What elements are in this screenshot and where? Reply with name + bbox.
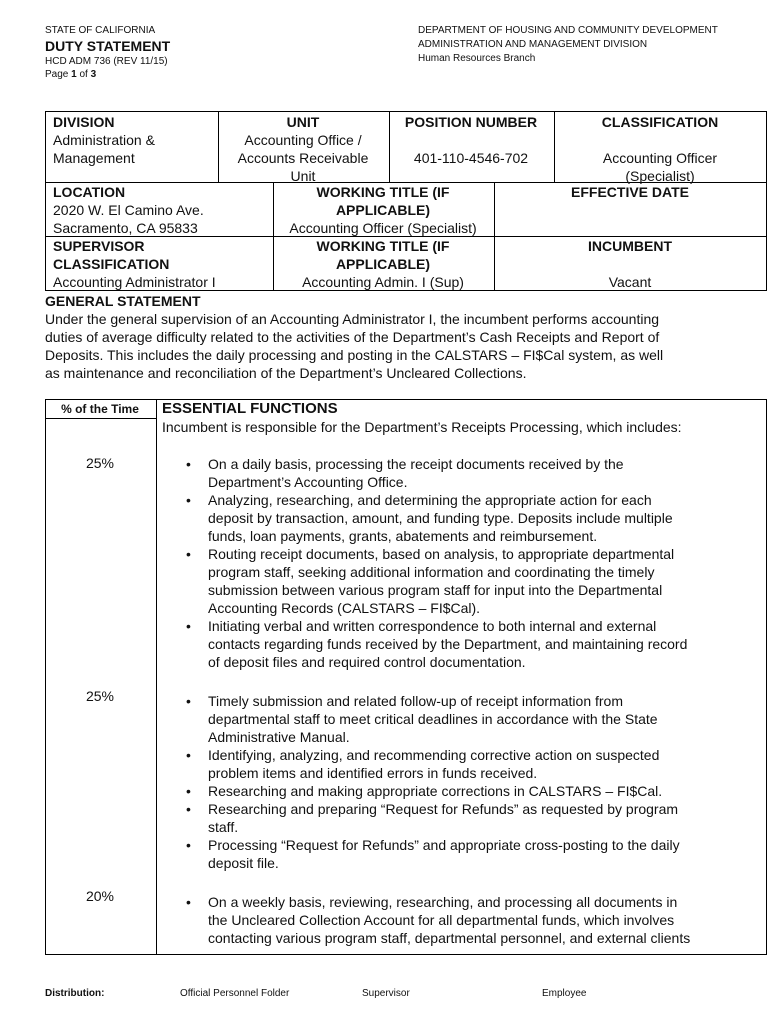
supervisor-cell [53,237,273,291]
unit-cell [218,113,388,185]
unit-value-line3: Unit [290,168,316,184]
unit-value-line2: Accounts Receivable [237,150,369,166]
essential-functions-heading: ESSENTIAL FUNCTIONS [162,400,338,417]
bullet-line: • Researching and making appropriate corrections in CALSTARS – FI$Cal. [208,783,663,799]
bullet-item [208,800,736,836]
bullet-line: deposit file. [208,855,279,871]
general-statement [45,292,745,382]
bullet-line: submission between various program staff for input into the Departmental [208,582,663,598]
department-name: DEPARTMENT OF HOUSING AND COMMUNITY DEVELOPMENT [418,25,718,36]
bullet-line: • Researching and preparing “Request for Refunds” as requested by program [208,801,679,817]
bullet-item [208,455,736,491]
incumbent-label: INCUMBENT [588,238,672,254]
supervisor-value: Accounting Administrator I [53,274,216,290]
classification-label: CLASSIFICATION [601,114,719,130]
col-divider [156,400,157,954]
bullet-line: • Processing “Request for Refunds” and appropriate cross-posting to the daily [208,837,680,853]
division-name: ADMINISTRATION AND MANAGEMENT DIVISION [418,39,648,50]
group-3-bullets [160,893,736,947]
distribution-supervisor: Supervisor [362,988,410,999]
position-number-cell [389,113,553,167]
location-label: LOCATION [53,184,126,200]
spacer [389,131,553,149]
working-title-value: Accounting Officer (Specialist) [289,220,477,236]
form-header-right [418,24,718,65]
distribution-employee: Employee [542,988,587,999]
location-cell [53,183,273,237]
bullet-line: contacting various program staff, departmental personnel, and external clients [208,930,691,946]
bullet-line: • On a weekly basis, reviewing, researching, and processing all documents in [208,894,678,910]
page-prefix: Page [45,69,72,80]
effective-date-cell [494,183,766,201]
group-2-bullets [160,692,736,872]
location-value-line2: Sacramento, CA 95833 [53,220,198,236]
division-value-line2: Management [53,150,135,166]
effective-date-label: EFFECTIVE DATE [571,184,689,200]
group-2-percent: 25% [85,688,115,704]
division-cell [53,113,213,167]
bullet-line: • Identifying, analyzing, and recommending corrective action on suspected [208,747,660,763]
bullet-line: of deposit files and required control documentation. [208,654,526,670]
pct-time-header: % of the Time [61,402,139,416]
unit-value-line1: Accounting Office / [244,132,362,148]
general-statement-line: duties of average difficulty related to the activities of the Department’s Cash Receipts and Report of [45,329,660,345]
distribution-label: Distribution: [45,988,105,999]
branch-name: Human Resources Branch [418,53,536,64]
document-title: DUTY STATEMENT [45,38,171,54]
classification-value-line1: Accounting Officer [602,150,718,166]
sup-working-title-value: Accounting Admin. I (Sup) [302,274,464,290]
bullet-line: funds, loan payments, grants, abatements and reimbursement. [208,528,598,544]
header-divider [46,418,157,419]
division-value-line1: Administration & [53,132,155,148]
bullet-line: • On a daily basis, processing the receipt documents received by the [208,456,624,472]
group-1-percent: 25% [85,455,115,471]
working-title-cell [273,183,493,237]
bullet-item [208,746,736,782]
bullet-line: Accounting Records (CALSTARS – FI$Cal). [208,600,481,616]
general-statement-line: Deposits. This includes the daily processing and posting in the CALSTARS – FI$Cal system, as well [45,347,664,363]
position-number-value: 401-110-4546-702 [413,150,529,166]
spacer [494,255,766,273]
bullet-item [208,782,736,800]
general-statement-heading: GENERAL STATEMENT [45,293,201,309]
bullet-line: program staff, seeking additional information and coordinating the timely [208,564,655,580]
working-title-label-line2: APPLICABLE) [335,202,431,218]
sup-working-title-label-line1: WORKING TITLE (IF [316,238,450,254]
incumbent-cell [494,237,766,291]
classification-value-line2: (Specialist) [625,168,695,184]
working-title-label-line1: WORKING TITLE (IF [316,184,450,200]
location-value-line1: 2020 W. El Camino Ave. [53,202,204,218]
bullet-line: departmental staff to meet critical deadlines in accordance with the State [208,711,658,727]
bullet-line: problem items and identified errors in funds received. [208,765,538,781]
bullet-line: • Initiating verbal and written correspondence to both internal and external [208,618,657,634]
bullet-item [208,836,736,872]
bullet-item [208,545,736,617]
state-label: STATE OF CALIFORNIA [45,25,156,36]
bullet-line: • Timely submission and related follow-up of receipt information from [208,693,623,709]
bullet-item [208,491,736,545]
bullet-line: • Routing receipt documents, based on analysis, to appropriate departmental [208,546,675,562]
form-header-left [45,24,170,81]
bullet-item [208,617,736,671]
distribution-personnel-folder: Official Personnel Folder [180,988,290,999]
bullet-line: • Analyzing, researching, and determining the appropriate action for each [208,492,652,508]
bullet-line: Department’s Accounting Office. [208,474,408,490]
bullet-line: the Uncleared Collection Account for all departmental funds, which involves [208,912,675,928]
spacer [554,131,766,149]
bullet-item [208,893,736,947]
page-indicator [45,68,170,81]
page-total: 3 [90,69,97,80]
page-current: 1 [71,69,77,80]
bullet-line: staff. [208,819,239,835]
unit-label: UNIT [286,114,320,130]
group-1-bullets [160,455,736,671]
sup-working-title-cell [273,237,493,291]
division-label: DIVISION [53,114,115,130]
bullet-item [208,692,736,746]
classification-cell [554,113,766,185]
bullet-line: Administrative Manual. [208,729,350,745]
supervisor-label-line2: CLASSIFICATION [53,256,170,272]
essential-functions-intro: Incumbent is responsible for the Department’s Receipts Processing, which includes: [162,419,682,435]
bullet-line: deposit by transaction, amount, and funding type. Deposits include multiple [208,510,673,526]
bullet-line: contacts regarding funds received by the Department, and maintaining record [208,636,688,652]
general-statement-line: as maintenance and reconciliation of the Department’s Uncleared Collections. [45,365,527,381]
general-statement-line: Under the general supervision of an Accounting Administrator I, the incumbent performs accounting [45,311,660,327]
page-of: of [76,69,91,80]
incumbent-value: Vacant [608,274,652,290]
group-3-percent: 20% [85,888,115,904]
form-number: HCD ADM 736 (REV 11/15) [45,56,168,67]
supervisor-label-line1: SUPERVISOR [53,238,145,254]
sup-working-title-label-line2: APPLICABLE) [335,256,431,272]
position-number-label: POSITION NUMBER [404,114,538,130]
